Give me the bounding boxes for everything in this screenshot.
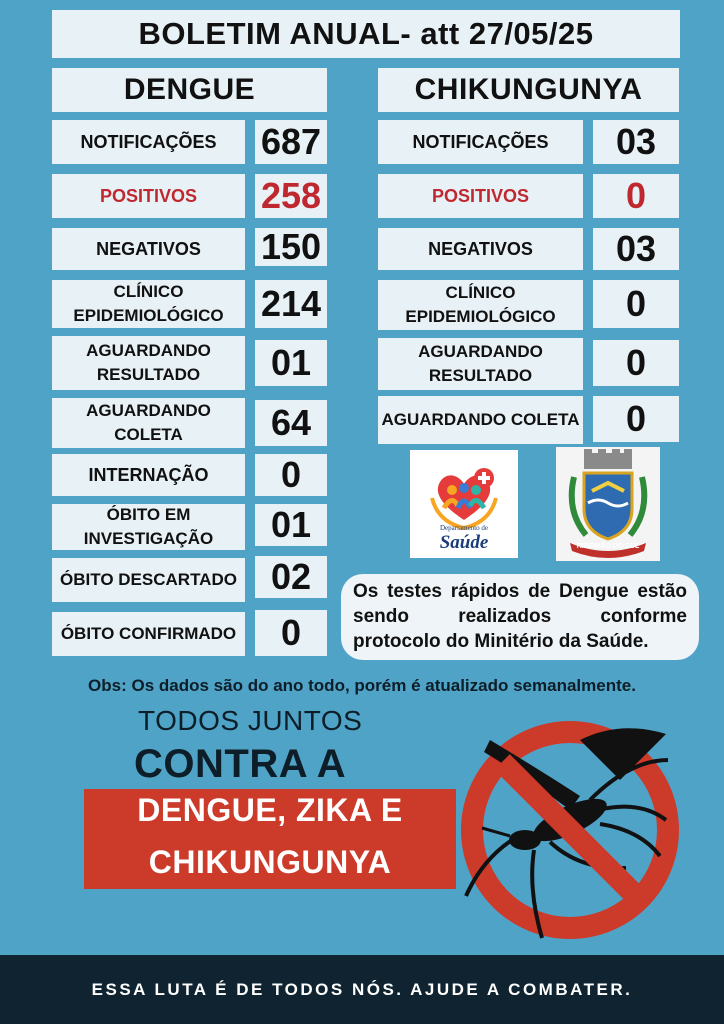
chik-clinico-value: 0	[593, 280, 679, 328]
dengue-obito-investigacao-label: ÓBITO EM INVESTIGAÇÃO	[52, 504, 245, 550]
dengue-clinico-value: 214	[255, 280, 327, 328]
campaign-line-2: CONTRA A	[134, 742, 347, 786]
dengue-obito-investigacao-value: 01	[255, 504, 327, 546]
dengue-aguardando-resultado-label: AGUARDANDO RESULTADO	[52, 336, 245, 390]
observation-text: Obs: Os dados são do ano todo, porém é atualizado semanalmente.	[88, 676, 636, 695]
no-mosquito-icon	[430, 700, 720, 950]
chik-aguardando-resultado-value: 0	[593, 340, 679, 386]
dengue-obito-confirmado-label: ÓBITO CONFIRMADO	[52, 612, 245, 656]
saude-logo-main-text: Saúde	[439, 532, 489, 553]
dengue-obito-descartado-label: ÓBITO DESCARTADO	[52, 558, 245, 602]
dengue-notificacoes-label: NOTIFICAÇÕES	[52, 120, 245, 164]
dengue-header: DENGUE	[52, 68, 327, 112]
dengue-aguardando-coleta-label: AGUARDANDO COLETA	[52, 398, 245, 448]
chik-positivos-label: POSITIVOS	[378, 174, 583, 218]
chik-aguardando-coleta-value: 0	[593, 396, 679, 442]
campaign-line-3: DENGUE, ZIKA E	[137, 792, 403, 828]
chik-aguardando-coleta-label: AGUARDANDO COLETA	[378, 396, 583, 444]
dengue-aguardando-resultado-value: 01	[255, 340, 327, 386]
chikungunya-header: CHIKUNGUNYA	[378, 68, 679, 112]
chik-clinico-label: CLÍNICO EPIDEMIOLÓGICO	[378, 280, 583, 330]
chik-notificacoes-value: 03	[593, 120, 679, 164]
dengue-clinico-label: CLÍNICO EPIDEMIOLÓGICO	[52, 280, 245, 328]
dengue-obito-confirmado-value: 0	[255, 610, 327, 656]
dengue-notificacoes-value: 687	[255, 120, 327, 164]
footer-slogan: ESSA LUTA É DE TODOS NÓS. AJUDE A COMBATER.	[91, 979, 633, 999]
chik-notificacoes-label: NOTIFICAÇÕES	[378, 120, 583, 164]
dengue-positivos-label: POSITIVOS	[52, 174, 245, 218]
chik-negativos-value: 03	[593, 228, 679, 270]
saude-department-logo	[410, 450, 518, 558]
chik-negativos-label: NEGATIVOS	[378, 228, 583, 270]
rapid-test-note: Os testes rápidos de Dengue estão sendo realizados conforme protocolo do Minitério da Saúde.	[341, 574, 699, 660]
saude-logo-top-text: Departamento de	[439, 524, 488, 532]
dengue-internacao-value: 0	[255, 454, 327, 496]
dengue-internacao-label: INTERNAÇÃO	[52, 454, 245, 496]
dengue-obito-descartado-value: 02	[255, 556, 327, 598]
bulletin-title: BOLETIM ANUAL- att 27/05/25	[52, 10, 680, 58]
dengue-negativos-label: NEGATIVOS	[52, 228, 245, 270]
municipal-coat-of-arms	[556, 447, 660, 561]
footer-bar	[0, 955, 724, 1024]
dengue-aguardando-coleta-value: 64	[255, 400, 327, 446]
coat-of-arms-ribbon-text: RIBEIRÃO DO SUL	[576, 543, 640, 550]
chik-aguardando-resultado-label: AGUARDANDO RESULTADO	[378, 338, 583, 390]
chik-positivos-value: 0	[593, 174, 679, 218]
campaign-line-1: TODOS JUNTOS	[138, 705, 363, 736]
dengue-positivos-value: 258	[255, 174, 327, 218]
campaign-line-4: CHIKUNGUNYA	[148, 844, 392, 880]
dengue-negativos-value: 150	[255, 228, 327, 266]
